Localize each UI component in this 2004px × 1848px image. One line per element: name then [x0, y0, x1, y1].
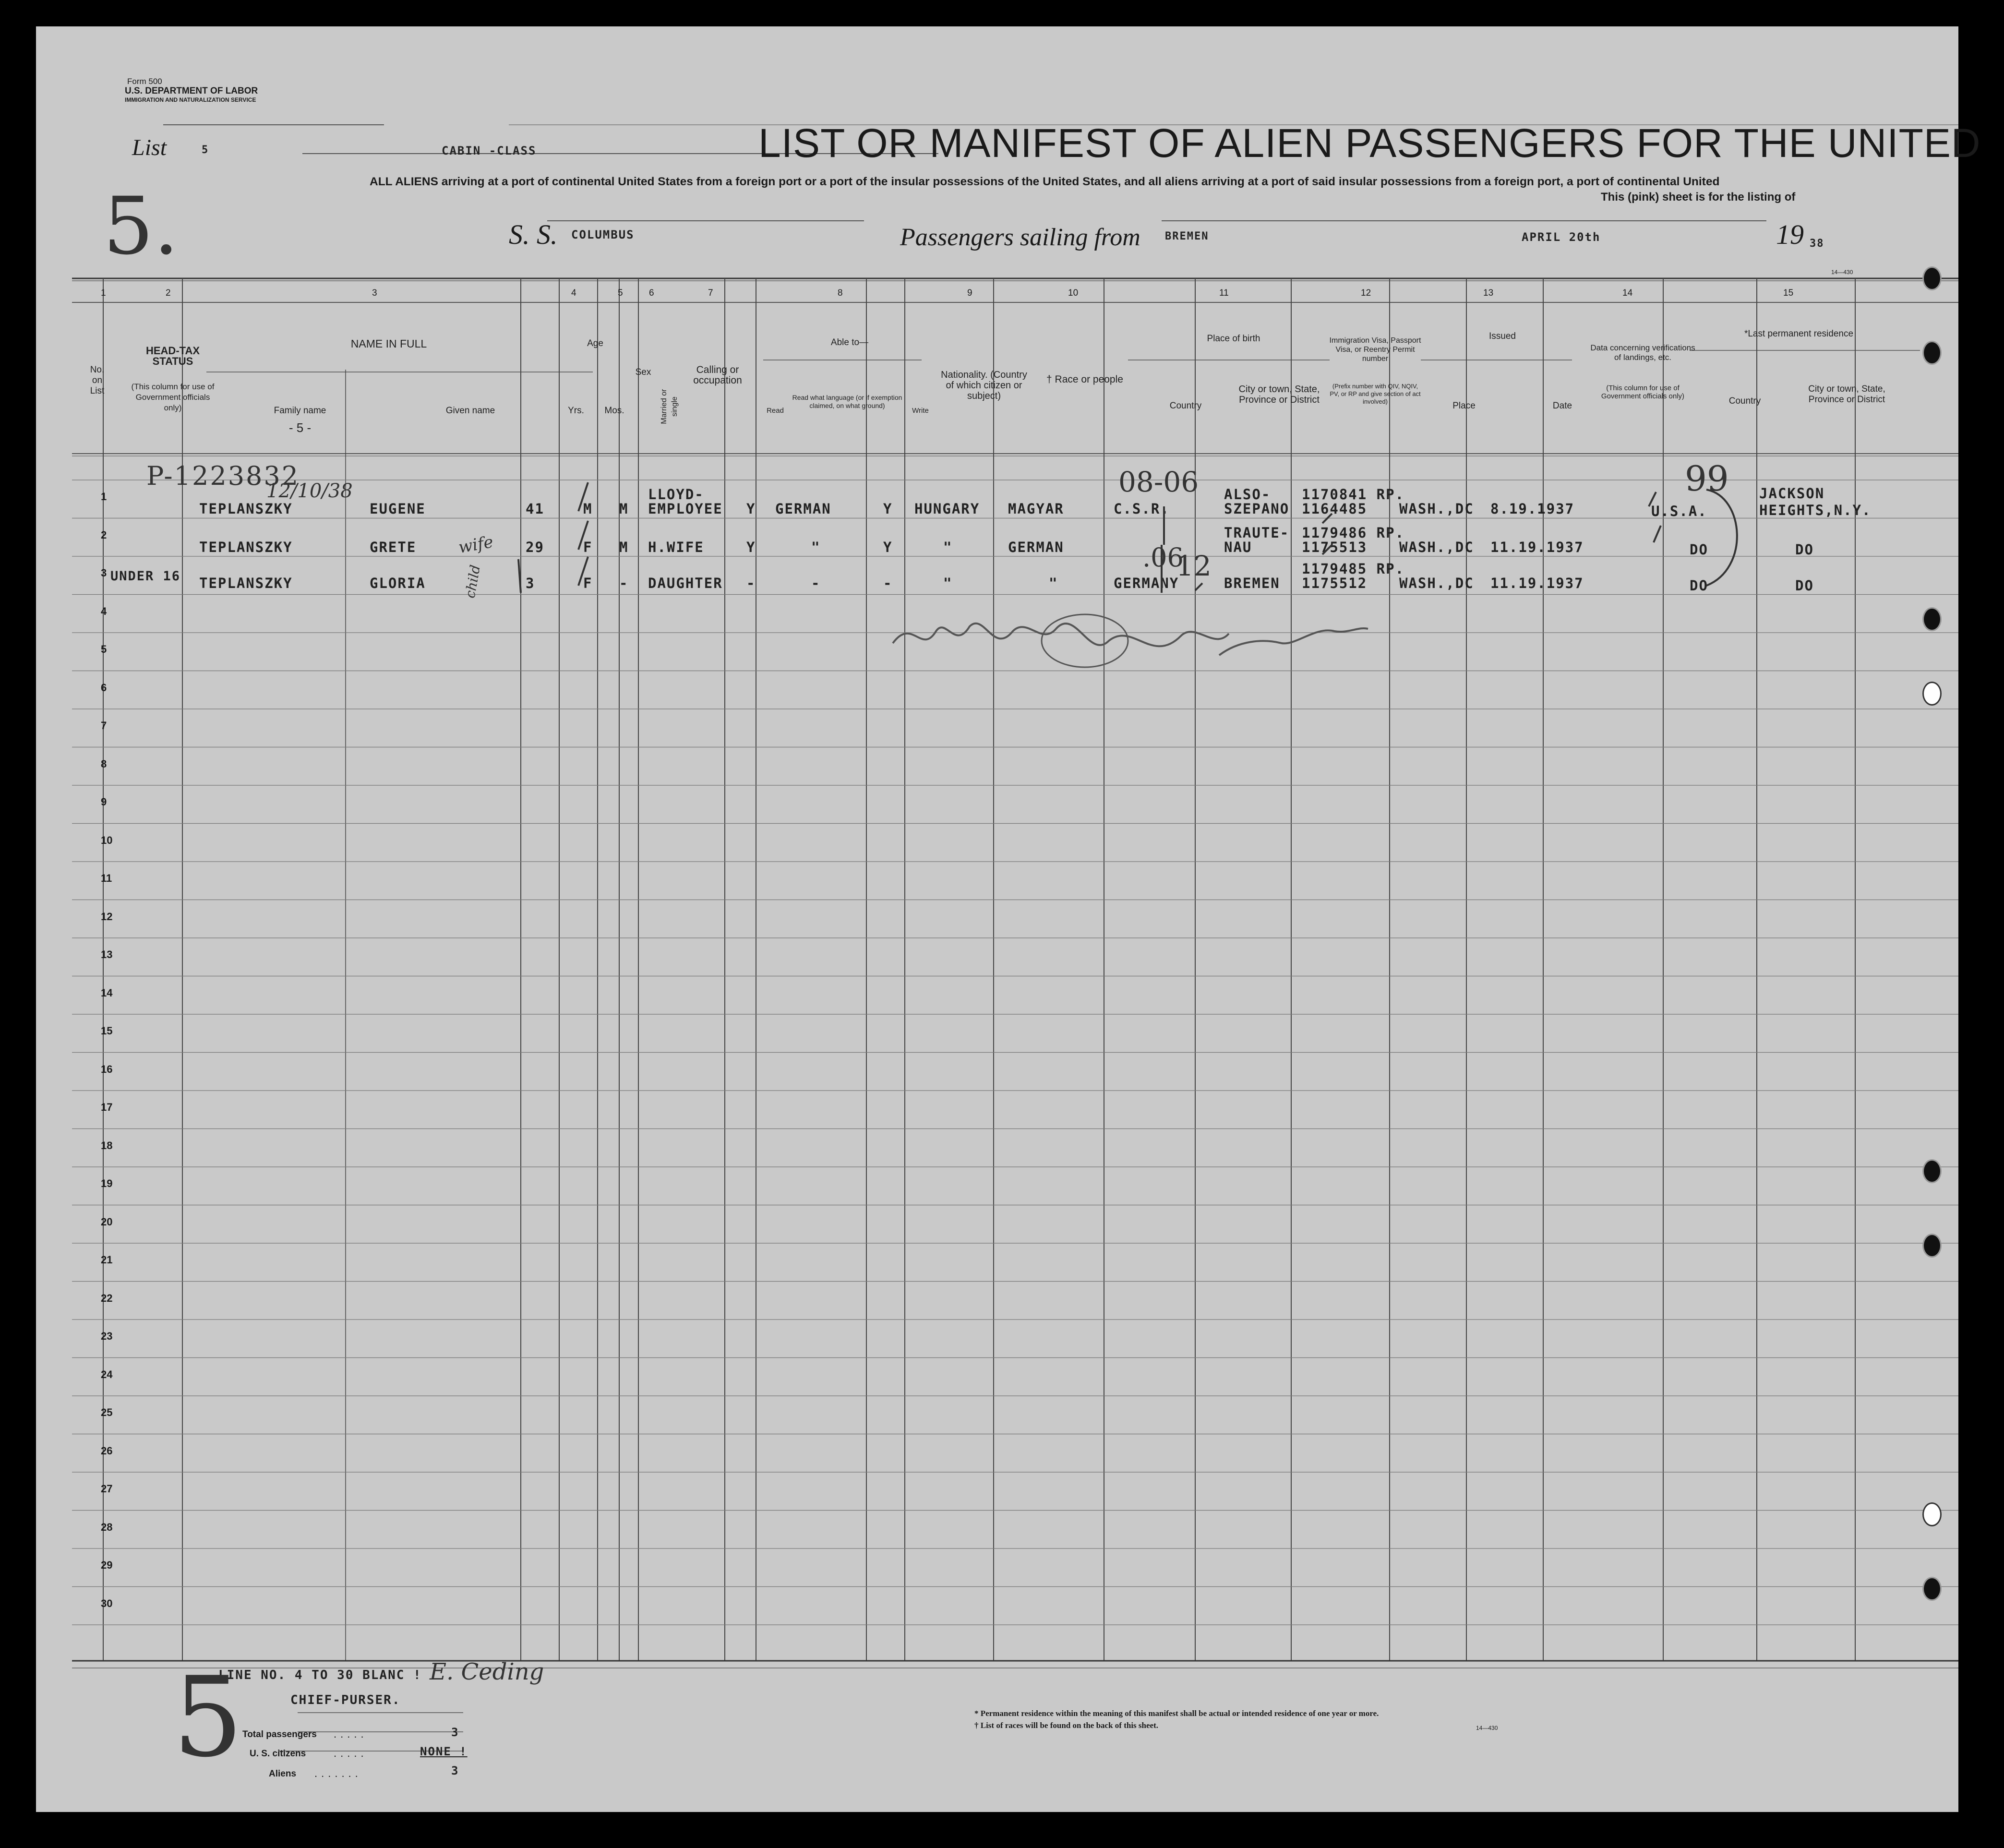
total-passengers-label: Total passengers	[242, 1729, 317, 1740]
passenger-marital-status: -	[619, 575, 629, 591]
column-number: 6	[649, 288, 654, 298]
column-number: 11	[1219, 288, 1229, 298]
passenger-family-name: TEPLANSZKY	[199, 539, 293, 555]
us-citizens-value: NONE !	[420, 1745, 468, 1758]
head-tax-stamp-date: 12/10/38	[266, 480, 353, 502]
column-number: 12	[1361, 288, 1371, 298]
passenger-nationality: HUNGARY	[914, 501, 980, 517]
passenger-marital-status: M	[619, 539, 629, 555]
row-number: 12	[101, 910, 113, 923]
passenger-race: GERMAN	[1008, 539, 1064, 555]
column-number: 14	[1622, 288, 1633, 298]
passenger-visa-number-2: 1175513	[1302, 539, 1368, 555]
passenger-family-name: TEPLANSZKY	[199, 575, 293, 591]
passenger-language: "	[811, 539, 821, 555]
column-number: 13	[1483, 288, 1494, 298]
column-number: 15	[1783, 288, 1794, 298]
passenger-visa-number: 1179485 RP.	[1302, 561, 1405, 577]
binding-hole	[1922, 341, 1942, 365]
row-number: 23	[101, 1330, 113, 1342]
aliens-label: Aliens	[269, 1769, 297, 1779]
passenger-residence-country: DO	[1690, 577, 1708, 594]
passenger-family-name: TEPLANSZKY	[199, 501, 293, 517]
total-passengers-dots: .....	[334, 1728, 368, 1740]
header-visa: Immigration Visa, Passport Visa, or Reentry Permit number	[1329, 336, 1421, 363]
passenger-birth-city-line-2: NAU	[1224, 539, 1252, 555]
row-number: 21	[101, 1254, 113, 1266]
sailing-port: BREMEN	[1165, 230, 1209, 242]
row-number: 26	[101, 1444, 113, 1457]
form-rule-lines	[36, 26, 1958, 1812]
row-number: 7	[101, 720, 107, 732]
passenger-visa-number-2: 1175512	[1302, 575, 1368, 591]
header-birth-country: Country	[1169, 401, 1202, 411]
passenger-nationality: "	[943, 539, 953, 555]
header-landings: Data concerning verifications of landings, etc.	[1590, 343, 1695, 362]
row-number: 1	[101, 491, 107, 503]
passenger-birth-city-line-1: TRAUTE-	[1224, 525, 1290, 541]
header-head-tax-note: (This column for use of Government officials only)	[131, 382, 215, 412]
cabin-class: CABIN -CLASS	[442, 144, 537, 157]
footer-blank-lines: LINE NO. 4 TO 30 BLANC !	[218, 1668, 422, 1682]
header-mos: Mos.	[604, 406, 624, 416]
handwritten-sheet-number: 5.	[103, 180, 179, 272]
passenger-sex: F	[583, 575, 593, 591]
aliens-dots: .......	[314, 1767, 362, 1779]
header-age: Age	[587, 338, 603, 348]
passenger-write: -	[883, 575, 893, 591]
passenger-marital-status: M	[619, 501, 629, 517]
passenger-visa-number: 1170841 RP.	[1302, 486, 1405, 503]
ship-prefix: S. S.	[509, 219, 558, 250]
row-number: 9	[101, 796, 107, 808]
chief-purser-label: CHIEF-PURSER.	[290, 1693, 401, 1707]
passenger-visa-number: 1179486 RP.	[1302, 525, 1405, 541]
passenger-issued-place: WASH.,DC	[1399, 539, 1474, 555]
passenger-issued-date: 11.19.1937	[1490, 539, 1584, 555]
passenger-language: GERMAN	[775, 501, 831, 517]
passenger-given-name: GLORIA	[370, 575, 426, 591]
binding-hole	[1922, 682, 1942, 706]
header-read-language: Read what language (or if exemption claimed, on what ground)	[792, 394, 902, 409]
side-note-child: child	[462, 564, 484, 600]
footnote-residence: * Permanent residence within the meaning of this manifest shall be actual or intended residence of one year or more.	[974, 1709, 1379, 1718]
column-number: 1	[101, 288, 106, 298]
passenger-calling: DAUGHTER	[648, 575, 723, 591]
header-family-name: Family name	[274, 406, 326, 416]
row-number: 15	[101, 1025, 113, 1037]
header-residence-country: Country	[1728, 396, 1761, 406]
sailing-label: Passengers sailing from	[900, 224, 1140, 251]
row-number: 8	[101, 757, 107, 770]
passenger-calling: EMPLOYEE	[648, 501, 723, 517]
passenger-write: Y	[883, 501, 893, 517]
passenger-nationality: "	[943, 575, 953, 591]
row-number: 14	[101, 986, 113, 999]
header-place-of-birth: Place of birth	[1207, 334, 1260, 344]
column-number: 8	[838, 288, 843, 298]
us-citizens-dots: .....	[334, 1747, 368, 1759]
header-head-tax: HEAD-TAX STATUS	[145, 345, 200, 367]
row-number: 2	[101, 528, 107, 541]
header-no-on-list: No. on List	[90, 365, 105, 396]
row-number: 6	[101, 681, 107, 694]
row-number: 11	[101, 872, 112, 884]
header-residence-city: City or town, State, Province or District	[1808, 384, 1885, 405]
header-issued: Issued	[1489, 331, 1516, 341]
passenger-write: Y	[883, 539, 893, 555]
passenger-issued-date: 11.19.1937	[1490, 575, 1584, 591]
purser-signature: E. Ceding	[430, 1658, 544, 1685]
passenger-residence-country: U.S.A.	[1651, 503, 1707, 519]
manifest-subtitle: ALL ALIENS arriving at a port of continental United States from a foreign port or a port of the insular possessions of the United States, and all aliens arriving at a port of said insular possessions from a foreign port, a port of continental United	[370, 175, 1720, 188]
row-number: 3	[101, 567, 107, 579]
row-number: 19	[101, 1177, 113, 1189]
row-number: 18	[101, 1139, 113, 1152]
us-citizens-label: U. S. citizens	[250, 1749, 306, 1759]
row-number: 30	[101, 1597, 113, 1609]
header-issued-place: Place	[1452, 401, 1476, 411]
passenger-given-name: EUGENE	[370, 501, 426, 517]
row-number: 17	[101, 1101, 113, 1113]
passenger-age-years: 41	[526, 501, 544, 517]
manifest-sheet	[36, 26, 1981, 1812]
birth-note-2: .06	[1142, 542, 1184, 573]
header-write: Write	[912, 407, 929, 415]
under-16-note: UNDER 16	[110, 569, 181, 584]
header-read: Read	[767, 407, 784, 415]
binding-hole	[1922, 266, 1942, 290]
row-number: 20	[101, 1215, 113, 1228]
side-note-wife: wife	[457, 532, 495, 558]
footer-code: 14—430	[1476, 1725, 1498, 1731]
header-family-name-value: - 5 -	[288, 420, 312, 435]
column-number: 5	[618, 288, 623, 298]
row-number: 24	[101, 1368, 113, 1380]
row-number: 29	[101, 1559, 113, 1571]
header-sex: Sex	[635, 367, 651, 377]
manifest-title: LIST OR MANIFEST OF ALIEN PASSENGERS FOR THE UNITED	[758, 120, 1981, 166]
column-number: 7	[708, 288, 713, 298]
passenger-residence-city: DO	[1795, 541, 1814, 558]
passenger-sex: F	[583, 539, 593, 555]
passenger-calling: H.WIFE	[648, 539, 704, 555]
header-calling: Calling or occupation	[693, 364, 742, 386]
row-number: 16	[101, 1063, 113, 1075]
passenger-issued-date: 8.19.1937	[1490, 501, 1575, 517]
header-last-residence: *Last permanent residence	[1744, 329, 1854, 339]
column-number: 9	[967, 288, 972, 298]
list-label: List	[132, 135, 167, 160]
header-birth-city: City or town, State, Province or District	[1238, 384, 1320, 405]
row-number: 4	[101, 605, 107, 617]
row-number: 22	[101, 1292, 113, 1304]
list-number: 5	[202, 144, 209, 156]
passenger-birth-country: GERMANY	[1114, 575, 1179, 591]
header-able-to: Able to—	[830, 337, 869, 348]
column-number: 2	[166, 288, 171, 298]
passenger-read: Y	[746, 501, 756, 517]
passenger-read: Y	[746, 539, 756, 555]
sailing-date: APRIL 20th	[1522, 230, 1601, 244]
passenger-read: -	[746, 575, 756, 591]
header-landings-note: (This column for use of Government officials only)	[1601, 384, 1685, 400]
ship-name: COLUMBUS	[571, 228, 635, 241]
row-number: 25	[101, 1406, 113, 1418]
column-number: 10	[1068, 288, 1079, 298]
head-tax-stamp-number: P-1223832	[146, 461, 300, 491]
service-name: IMMIGRATION AND NATURALIZATION SERVICE	[125, 96, 256, 103]
passenger-issued-place: WASH.,DC	[1399, 575, 1474, 591]
birth-note-1: 08-06	[1118, 466, 1199, 498]
passenger-visa-number-2: 1164485	[1302, 501, 1368, 517]
year-prefix: 19	[1776, 219, 1804, 250]
row-number: 10	[101, 834, 113, 846]
row-number: 5	[101, 643, 107, 655]
binding-hole	[1922, 1577, 1942, 1601]
manifest-subtitle-2: This (pink) sheet is for the listing of	[1601, 191, 1796, 204]
header-given-name: Given name	[445, 406, 495, 416]
column-number: 4	[571, 288, 576, 298]
inspector-signature	[883, 598, 1373, 679]
binding-hole	[1922, 1502, 1942, 1526]
binding-hole	[1922, 1234, 1942, 1258]
passenger-language: -	[811, 575, 821, 591]
passenger-residence-city: DO	[1795, 577, 1814, 594]
footer-handwritten-number: 5	[173, 1654, 243, 1782]
passenger-residence-country: DO	[1690, 541, 1708, 558]
column-number: 3	[372, 288, 377, 298]
row-number: 28	[101, 1521, 113, 1533]
year-suffix: 38	[1810, 238, 1824, 250]
birth-note-3: 12	[1176, 550, 1212, 582]
passenger-age-years: 29	[526, 539, 544, 555]
passenger-race: "	[1049, 575, 1058, 591]
passenger-birth-city: BREMEN	[1224, 575, 1280, 591]
header-nationality: Nationality. (Country of which citizen or subject)	[941, 370, 1027, 401]
passenger-birth-country: C.S.R.	[1114, 501, 1170, 517]
passenger-birth-city-line-1: ALSO-	[1224, 486, 1271, 503]
row-number: 27	[101, 1483, 113, 1495]
aliens-value: 3	[451, 1764, 459, 1777]
binding-hole	[1922, 607, 1942, 631]
footnote-races: † List of races will be found on the back of this sheet.	[974, 1721, 1158, 1730]
passenger-residence-city-line-2: HEIGHTS,N.Y.	[1759, 502, 1872, 518]
department-name: U.S. DEPARTMENT OF LABOR	[125, 86, 258, 96]
total-passengers-value: 3	[451, 1726, 459, 1739]
corner-code: 14—430	[1831, 269, 1853, 276]
binding-hole	[1922, 1159, 1942, 1183]
header-name-in-full: NAME IN FULL	[350, 337, 427, 350]
passenger-birth-city-line-2: SZEPANO	[1224, 501, 1290, 517]
passenger-race: MAGYAR	[1008, 501, 1064, 517]
header-married: Married or single	[660, 389, 679, 424]
header-race: † Race or people	[1046, 374, 1123, 385]
row-number: 13	[101, 948, 113, 960]
header-visa-note: (Prefix number with QIV, NQIV, PV, or RP and give section of act involved)	[1330, 383, 1421, 405]
header-issued-date: Date	[1552, 401, 1572, 411]
passenger-sex: M	[583, 501, 593, 517]
passenger-age-years: 3	[526, 575, 535, 591]
header-yrs: Yrs.	[568, 406, 584, 416]
form-number: Form 500	[127, 77, 162, 86]
passenger-calling-line-1: LLOYD-	[648, 486, 704, 503]
passenger-issued-place: WASH.,DC	[1399, 501, 1474, 517]
passenger-residence-city-line-1: JACKSON	[1759, 485, 1825, 502]
landing-note: 99	[1685, 458, 1729, 499]
passenger-given-name: GRETE	[370, 539, 417, 555]
